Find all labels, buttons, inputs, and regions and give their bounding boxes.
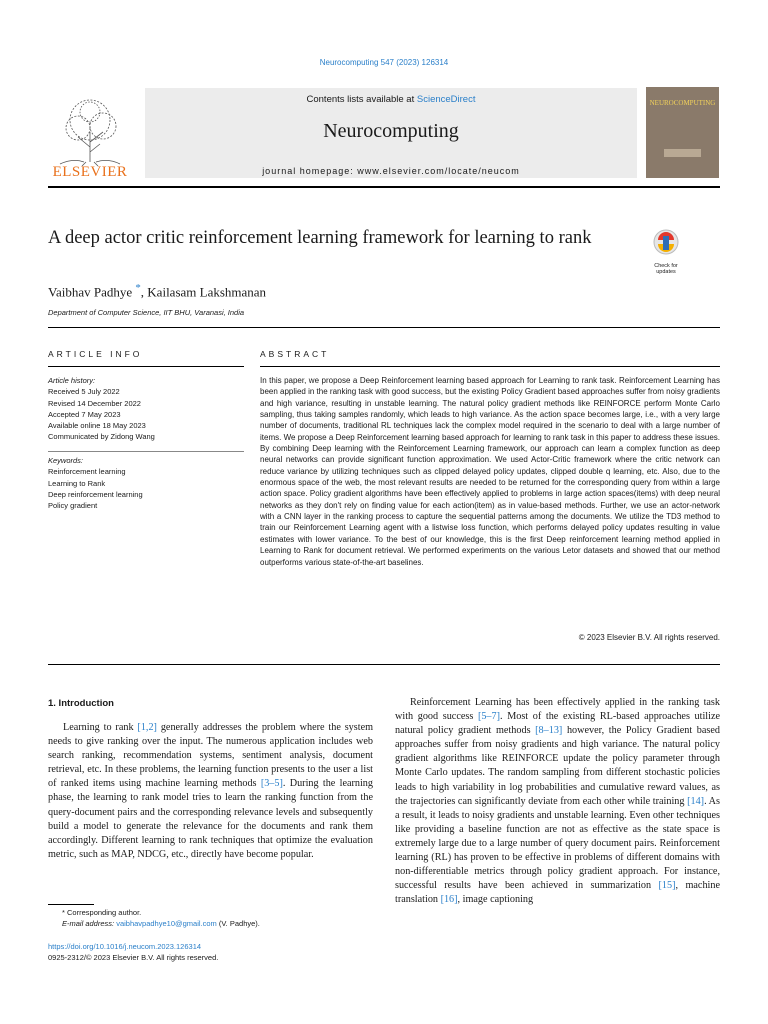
journal-homepage[interactable]: journal homepage: www.elsevier.com/locate/neucom bbox=[262, 166, 520, 176]
journal-reference-link[interactable]: Neurocomputing 547 (2023) 126314 bbox=[319, 58, 449, 67]
keyword: Reinforcement learning bbox=[48, 467, 126, 477]
history-communicated: Communicated by Zidong Wang bbox=[48, 432, 155, 442]
elsevier-wordmark: ELSEVIER bbox=[52, 164, 128, 180]
affiliation-divider bbox=[48, 327, 720, 328]
article-info-rule bbox=[48, 366, 244, 367]
affiliation: Department of Computer Science, IIT BHU, Varanasi, India bbox=[48, 308, 245, 317]
footnote bbox=[48, 907, 373, 929]
abstract-copyright: © 2023 Elsevier B.V. All rights reserved. bbox=[578, 633, 720, 642]
keywords-label: Keywords: bbox=[48, 456, 84, 465]
intro-right-column bbox=[395, 696, 720, 907]
cover-detail bbox=[664, 149, 701, 157]
paragraph-text: generally addresses the problem where the system needs to give ranking over the input. The numerous application includes web search ranking, recommendation systems, sentiment analysis, document retrieval, etc. In these problems, the learning function presents to the user a list of ranked items using machine learning methods bbox=[48, 722, 374, 790]
paragraph-text: , image captioning bbox=[457, 894, 534, 906]
keyword: Policy gradient bbox=[48, 501, 98, 511]
keywords-rule bbox=[48, 451, 244, 452]
check-updates-label: Check for updates bbox=[654, 263, 678, 275]
corresponding-author-mark[interactable]: * bbox=[135, 282, 141, 294]
keyword: Learning to Rank bbox=[48, 478, 106, 488]
contents-line bbox=[145, 94, 637, 105]
abstract-divider bbox=[48, 664, 720, 665]
abstract-heading: ABSTRACT bbox=[260, 349, 330, 359]
contents-prefix: Contents lists available at bbox=[306, 94, 417, 105]
corresponding-author-note: Corresponding author. bbox=[67, 908, 142, 917]
elsevier-logo bbox=[48, 92, 132, 180]
doi-link[interactable]: https://doi.org/10.1016/j.neucom.2023.126314 bbox=[48, 942, 202, 951]
journal-cover-image bbox=[646, 87, 719, 178]
citation-link[interactable]: [16] bbox=[440, 894, 458, 906]
history-accepted: Accepted 7 May 2023 bbox=[48, 409, 121, 419]
paragraph-text: , machine translation bbox=[395, 880, 720, 906]
author-1: Vaibhav Padhye bbox=[48, 284, 133, 300]
citation-link[interactable]: [1,2] bbox=[137, 722, 157, 733]
footnote-mark: * bbox=[62, 908, 65, 917]
journal-name: Neurocomputing bbox=[323, 120, 459, 142]
history-label: Article history: bbox=[48, 376, 96, 385]
paragraph-text: . During the learning phase, the learning to rank model tries to learn the ranking function from the query-document pairs and the corresponding relevance levels and subsequently build a model to generate the relevance for the documents and rank them accordingly. Different learning to rank techniques that optimize the evaluation metric, such as MAP, NDCG, etc., directly have become popular. bbox=[48, 778, 373, 860]
citation-link[interactable]: [14] bbox=[687, 795, 705, 807]
footnote-rule bbox=[48, 904, 94, 905]
history-received: Received 5 July 2022 bbox=[48, 387, 120, 397]
keyword: Deep reinforcement learning bbox=[48, 489, 143, 499]
check-for-updates-button[interactable] bbox=[646, 228, 686, 275]
citation-link[interactable]: [15] bbox=[658, 880, 676, 892]
section-heading-introduction: 1. Introduction bbox=[48, 698, 114, 709]
paragraph-text: . As a result, it leads to noisy gradients and unstable learning. Even other techniques like providing a baseline function are not as effective as the state space is extremely large due to a large number of query document pairs. Reinforcement learning (RL) has proven to be effective in problems of different domains with non-differentiable metrics through policy gradient approach. For instance, successful results have been achieved in summarization bbox=[395, 795, 721, 892]
author-email-link[interactable]: vaibhavpadhye10@gmail.com bbox=[116, 919, 217, 928]
cover-title: NEUROCOMPUTING bbox=[649, 99, 716, 107]
keywords bbox=[48, 455, 244, 511]
header-divider bbox=[48, 186, 720, 188]
author-2: , Kailasam Lakshmanan bbox=[140, 284, 267, 300]
history-available: Available online 18 May 2023 bbox=[48, 421, 146, 431]
article-history bbox=[48, 375, 244, 443]
email-suffix: (V. Padhye). bbox=[216, 919, 260, 928]
abstract-text: In this paper, we propose a Deep Reinforcement learning based approach for Learning to rank task. Reinforcement Learning has been applied in the ranking task with good success, but the existing Policy Gradient based approaches suffer from noisy gradients and high variance, resulting in unstable learning. The natural policy gradient methods like REINFORCE perform Monte Carlo sampling, thus taking samples randomly, which leads to high variance. As the action space becomes large, i.e., with a very large number of documents, traditional RL techniques lack the complex model required in the scenario to deal with a large number of items. We propose a Deep Reinforcement learning based approach for learning to rank task in this paper to address these issues. By combining Deep learning with the Reinforcement Learning framework, our approach can learn a complex function as deep neural networks can provide significant function approximation. We used Actor-Critic framework where the critic network can reduce variance by utilizing techniques such as clipped delayed policy updates, clipped double q learning, etc. Also, due to the enormous space of the web, the most relevant results are needed to be returned for the corresponding query from within a large action space. Policy gradient algorithms have been effectively applied to problems in large action spaces(items) with deep neural networks as they don't rely on finding value for each action(item) as in value-based methods. Further, we use an actor-network with a CNN layer in the ranking process to capture the sequential patterns among the documents. We utilize the TD3 method to train our Reinforcement Learning agent with a listwise loss function, which performs delayed policy updates resulting in value estimates with lower variance. To the best of our knowledge, this is the first Deep reinforcement learning method applied in Learning to Rank for document retrieval. We performed experiments on the various Letor datasets and showed that our method outperforms various state-of-the-art baselines. bbox=[260, 376, 720, 567]
citation-link[interactable]: [3–5] bbox=[260, 778, 283, 790]
intro-left-column bbox=[48, 721, 373, 862]
issn-line: 0925-2312/© 2023 Elsevier B.V. All rights reserved. bbox=[48, 953, 219, 962]
paragraph-text: Reinforcement Learning has been effectively applied in the ranking task with good success bbox=[395, 697, 720, 723]
abstract-rule bbox=[260, 366, 720, 367]
paragraph-text: . Most of the existing RL-based approaches utilize natural policy gradient methods bbox=[395, 711, 720, 737]
paper-title: A deep actor critic reinforcement learning framework for learning to rank bbox=[48, 228, 592, 248]
paragraph-text: Learning to rank bbox=[63, 722, 138, 733]
history-revised: Revised 14 December 2022 bbox=[48, 398, 141, 408]
citation-link[interactable]: [5–7] bbox=[477, 711, 501, 723]
email-label: E-mail address: bbox=[62, 919, 117, 928]
citation-link[interactable]: [8–13] bbox=[535, 725, 563, 737]
check-updates-icon bbox=[646, 228, 686, 258]
authors bbox=[48, 282, 266, 300]
article-info-heading: ARTICLE INFO bbox=[48, 349, 143, 359]
paragraph-text: however, the Policy Gradient based approaches suffer from noisy gradients and high variance. The natural policy gradient algorithms like REINFORCE update the policy parameter through Monte Carlo updates. The random sampling from different stochastic policies leads to high variability in log probabilities and cumulative reward values, as the trajectories can significantly deviate from each other while training bbox=[395, 725, 720, 807]
sciencedirect-link[interactable]: ScienceDirect bbox=[416, 94, 476, 105]
